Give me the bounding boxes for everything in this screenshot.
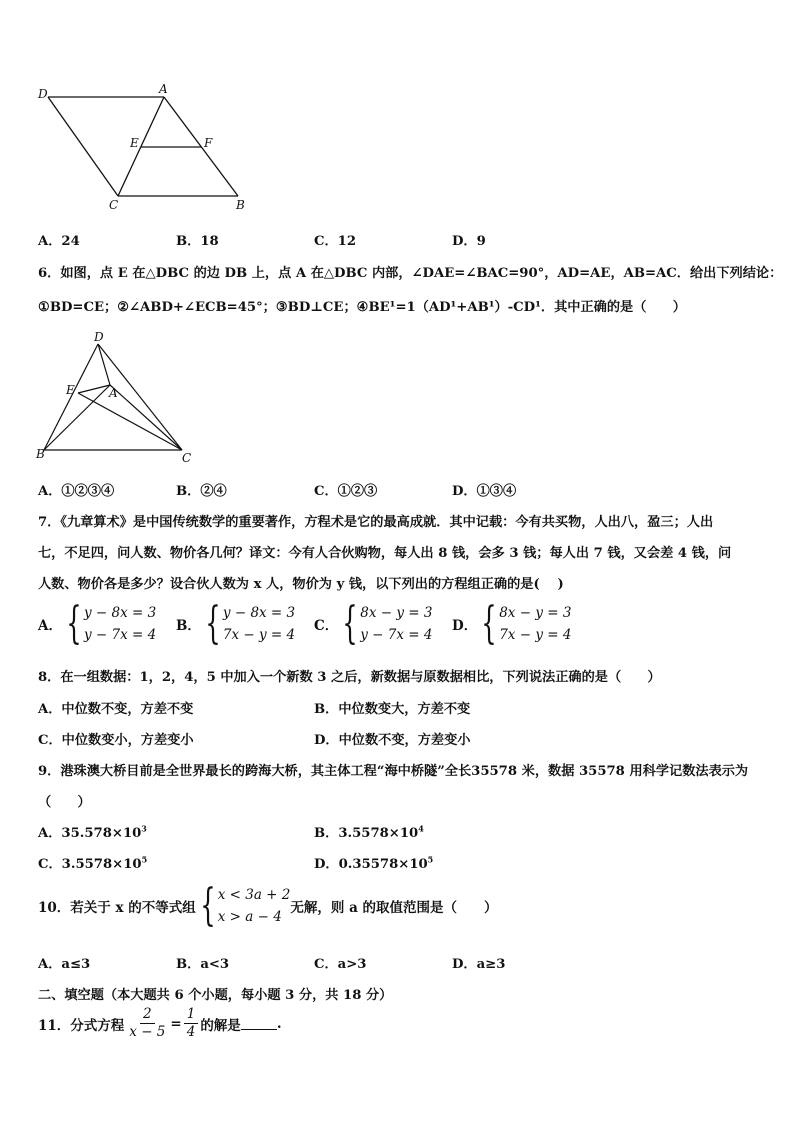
q10-suffix: 无解，则 a 的取值范围是（ ） — [290, 900, 498, 916]
q6-option-d[interactable]: D．①③④ — [452, 484, 517, 499]
denominator: x − 5 — [129, 1024, 166, 1040]
q5-figure — [36, 82, 256, 214]
equation-row: 8x − y = 3 — [499, 605, 572, 621]
numerator: 2 — [140, 1006, 155, 1024]
q8-option-a[interactable]: A．中位数不变，方差不变 — [38, 702, 194, 717]
q8-option-b[interactable]: B．中位数变大，方差不变 — [314, 702, 471, 717]
brace-icon: { — [205, 598, 221, 649]
q11-suffix: 的解是 — [200, 1017, 241, 1034]
q6-text-line2: ①BD=CE；②∠ABD+∠ECB=45°；③BD⊥CE；④BE¹=1（AD¹+AB¹）-CD¹．其中正确的是（ ） — [38, 300, 686, 315]
q11-text — [38, 1006, 282, 1041]
label-A: A — [159, 82, 168, 96]
q7-text-line2: 七，不足四，问人数、物价各几何？译文：今有人合伙购物，每人出 8 钱，会多 3 钱；每人出 7 钱，又会差 4 钱，问 — [38, 546, 732, 561]
q10-option-b[interactable]: B．a<3 — [176, 957, 230, 972]
equation-row: 7x − y = 4 — [499, 627, 572, 643]
option-label: C． — [314, 618, 339, 634]
q6-option-a[interactable]: A．①②③④ — [38, 484, 115, 499]
q9-option-b[interactable] — [314, 822, 424, 841]
q7-option-d[interactable] — [452, 598, 572, 649]
q6-option-b[interactable]: B．②④ — [176, 484, 227, 499]
label-B: B — [36, 447, 45, 461]
label-A: A — [109, 386, 118, 400]
inequality-row: x > a − 4 — [217, 909, 282, 925]
q5-option-c[interactable]: C．12 — [314, 234, 357, 249]
section2-heading: 二、填空题（本大题共 6 个小题，每小题 3 分，共 18 分） — [38, 988, 393, 1003]
q9-text-line1: 9．港珠澳大桥目前是全世界最长的跨海大桥，其主体工程“海中桥隧”全长35578 米，数据 35578 用科学记数法表示为 — [38, 764, 749, 779]
q7-option-b[interactable] — [176, 598, 296, 649]
option-label: B． — [176, 618, 201, 634]
option-text: C．3.5578×10 — [38, 857, 142, 872]
label-D: D — [38, 87, 48, 101]
exponent: 5 — [427, 854, 434, 865]
q11-end: . — [276, 1015, 282, 1032]
equation-row: y − 7x = 4 — [83, 627, 157, 643]
label-E: E — [66, 383, 75, 397]
option-text: B．3.5578×10 — [314, 826, 419, 841]
q9-option-c[interactable] — [38, 853, 147, 872]
label-C: C — [109, 198, 119, 212]
answer-blank[interactable] — [241, 1017, 277, 1030]
brace-icon: { — [200, 880, 216, 931]
option-text: D．0.35578×10 — [314, 857, 428, 872]
exponent: 3 — [141, 823, 147, 834]
label-B: B — [236, 198, 245, 212]
numerator: 1 — [184, 1006, 199, 1024]
equation-row: 7x − y = 4 — [222, 627, 296, 643]
q5-option-b[interactable]: B．18 — [176, 234, 219, 249]
q10-option-a[interactable]: A．a≤3 — [38, 957, 91, 972]
equation-row: y − 7x = 4 — [360, 627, 433, 643]
option-text: A．35.578×10 — [38, 826, 142, 841]
q8-option-c[interactable]: C．中位数变小，方差变小 — [38, 733, 194, 748]
q10-option-c[interactable]: C．a>3 — [314, 957, 367, 972]
exponent: 4 — [418, 823, 424, 834]
q10-option-d[interactable]: D．a≥3 — [452, 957, 506, 972]
label-D: D — [94, 330, 104, 344]
q9-option-d[interactable] — [314, 853, 433, 872]
q10-text — [38, 880, 498, 931]
q6-figure — [32, 330, 202, 464]
q5-option-d[interactable]: D．9 — [452, 234, 486, 249]
q8-option-d[interactable]: D．中位数不变，方差变小 — [314, 733, 471, 748]
q7-text-line1: 7．《九章算术》是中国传统数学的重要著作，方程术是它的最高成就．其中记载：今有共买物，人出八，盈三；人出 — [38, 515, 714, 530]
q6-text-line1: 6．如图，点 E 在△DBC 的边 DB 上，点 A 在△DBC 内部，∠DAE=∠BAC=90°，AD=AE，AB=AC．给出下列结论： — [38, 266, 783, 281]
equals-sign: = — [170, 1015, 182, 1032]
q11-prefix: 11．分式方程 — [38, 1017, 125, 1034]
q8-text: 8．在一组数据：1，2，4，5 中加入一个新数 3 之后，新数据与原数据相比，下列说法正确的是（ ） — [38, 670, 661, 685]
fraction — [126, 1006, 168, 1041]
option-label: D． — [452, 618, 478, 634]
equation-row: 8x − y = 3 — [360, 605, 433, 621]
label-C: C — [182, 451, 192, 464]
equation-row: y − 8x = 3 — [222, 605, 296, 621]
exponent: 5 — [141, 854, 148, 865]
label-E: E — [130, 136, 139, 150]
label-F: F — [204, 136, 213, 150]
equation-row: y − 8x = 3 — [83, 605, 157, 621]
q6-option-c[interactable]: C．①②③ — [314, 484, 378, 499]
q9-option-a[interactable] — [38, 822, 147, 841]
q7-option-a[interactable] — [38, 598, 157, 649]
option-label: A． — [38, 618, 62, 634]
q5-option-a[interactable]: A．24 — [38, 234, 80, 249]
brace-icon: { — [342, 598, 358, 649]
inequality-row: x < 3a + 2 — [217, 887, 291, 903]
fraction — [184, 1006, 199, 1041]
q7-text-line3: 人数、物价各是多少？设合伙人数为 x 人，物价为 y 钱，以下列出的方程组正确的是( ) — [38, 577, 564, 592]
q7-option-c[interactable] — [314, 598, 433, 649]
q9-text-line2: （ ） — [38, 795, 91, 810]
brace-icon: { — [66, 598, 82, 649]
denominator: 4 — [186, 1024, 196, 1040]
brace-icon: { — [481, 598, 497, 649]
q10-prefix: 10．若关于 x 的不等式组 — [38, 900, 196, 916]
